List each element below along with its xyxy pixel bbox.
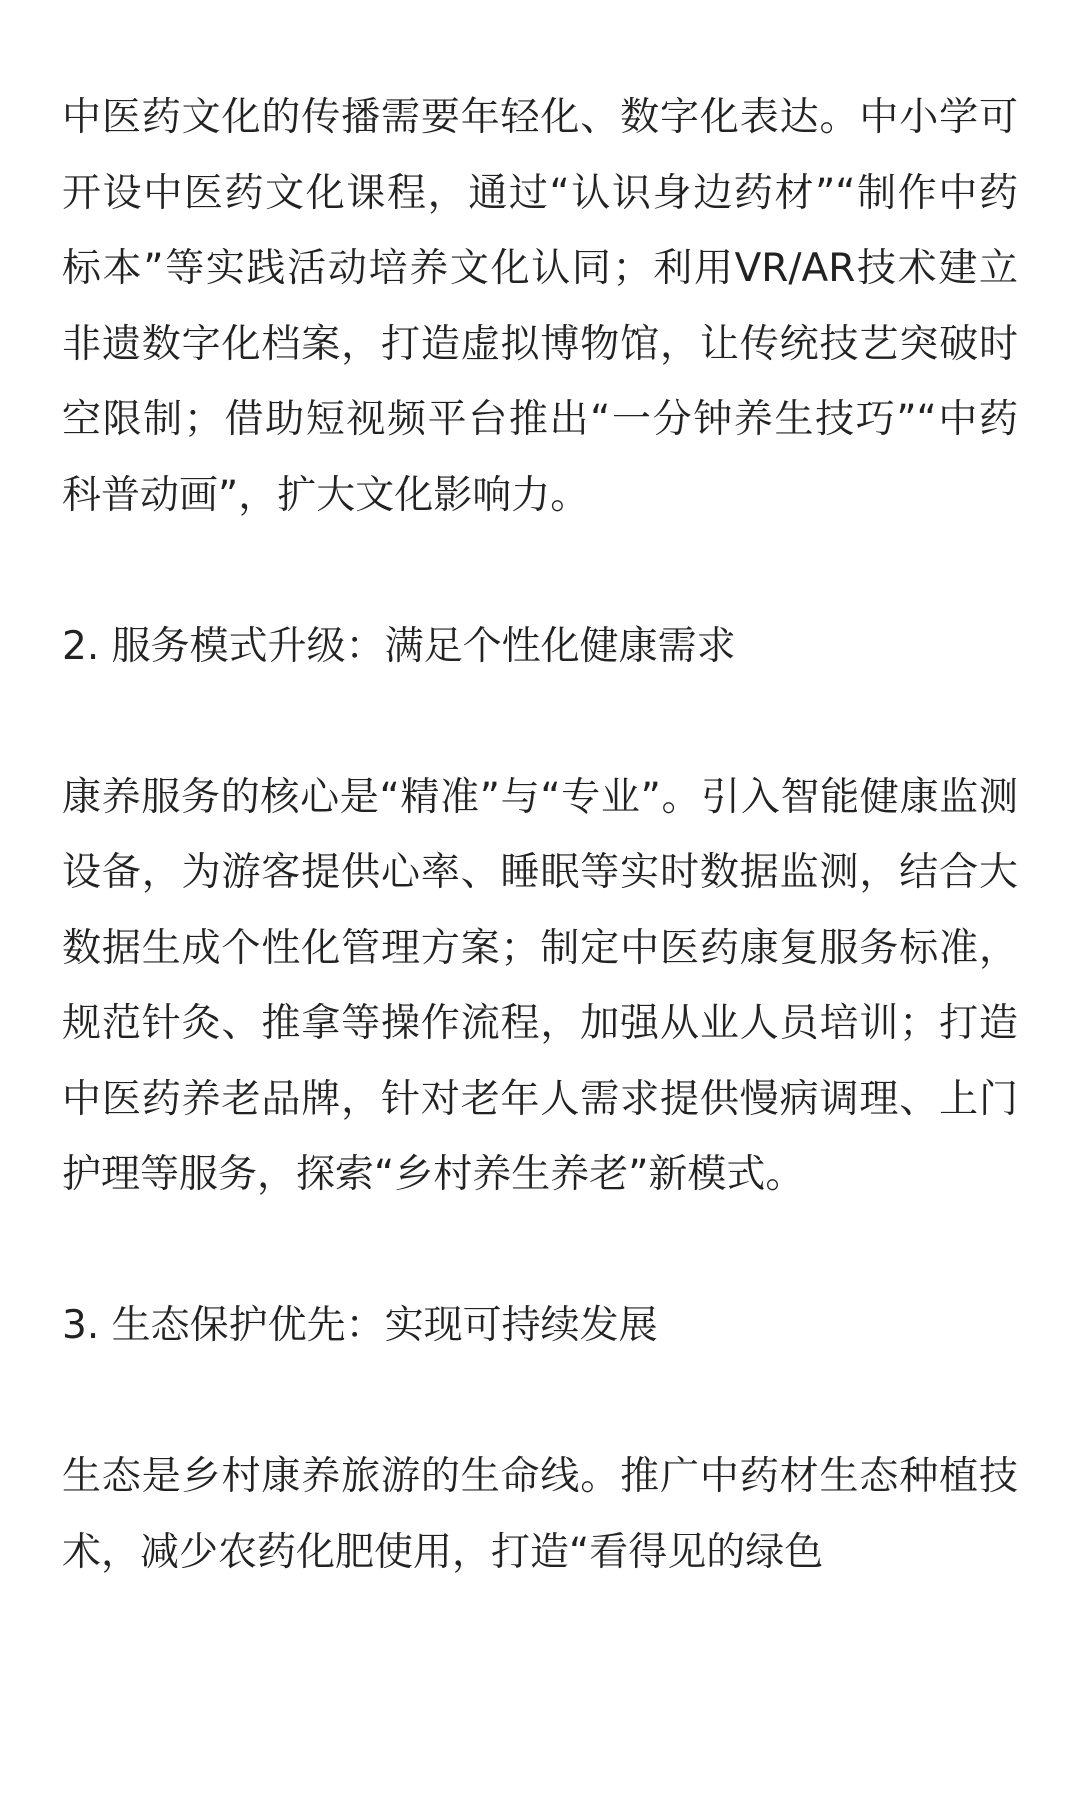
paragraph-ecology: 生态是乡村康养旅游的生命线。推广中药材生态种植技术，减少农药化肥使用，打造“看得见的绿色 [62,1454,1018,1575]
paragraph-service-model: 康养服务的核心是“精准”与“专业”。引入智能健康监测设备，为游客提供心率、睡眠等实时数据监测，结合大数据生成个性化管理方案；制定中医药康复服务标准，规范针灸、推拿等操作流程，加强从业人员培训；打造中医药养老品牌，针对老年人需求提供慢病调理、上门护理等服务，探索“乡村养生养老”新模式。 [62,774,1018,1197]
paragraph-gap [62,1364,1018,1440]
paragraph-culture-spread: 中医药文化的传播需要年轻化、数字化表达。中小学可开设中医药文化课程，通过“认识身边药材”“制作中药标本”等实践活动培养文化认同；利用VR/AR技术建立非遗数字化档案，打造虚拟博物馆，让传统技艺突破时空限制；借助短视频平台推出“一分钟养生技巧”“中药科普动画”，扩大文化影响力。 [62,95,1018,518]
paragraph-gap [62,533,1018,609]
paragraph-gap [62,1213,1018,1289]
section-heading-service-upgrade: 2. 服务模式升级：满足个性化健康需求 [62,623,736,669]
paragraph-gap [62,684,1018,760]
article-body [62,80,1018,1590]
section-heading-eco-protection: 3. 生态保护优先：实现可持续发展 [62,1303,658,1348]
